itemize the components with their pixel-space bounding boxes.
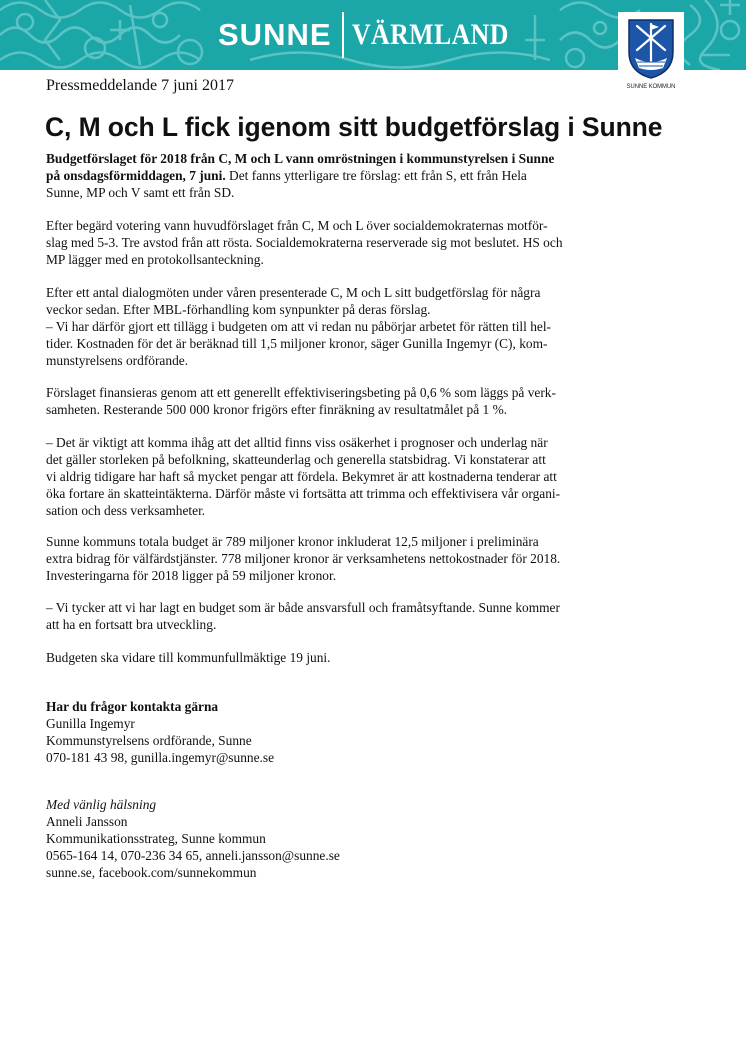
contact-phone-email: 070-181 43 98, gunilla.ingemyr@sunne.se bbox=[46, 750, 275, 765]
paragraph-financing bbox=[46, 384, 556, 418]
contact-block bbox=[46, 698, 274, 766]
signature-name: Anneli Jansson bbox=[46, 814, 128, 829]
text-line: Budgeten ska vidare till kommunfullmäktige 19 juni. bbox=[46, 650, 331, 665]
text-line: – Vi har därför gjort ett tillägg i budgeten om att vi redan nu påbörjar arbetet för rätten till hel- bbox=[46, 319, 552, 334]
text-line: att ha en fortsatt bra utveckling. bbox=[46, 617, 217, 632]
coat-of-arms-icon bbox=[627, 18, 675, 80]
text-line: det gäller storleken på befolkning, skatteunderlag och generella statsbidrag. Vi konstaterar att bbox=[46, 452, 546, 467]
paragraph-closing-quote bbox=[46, 599, 560, 633]
text-line: MP lägger med en protokollsanteckning. bbox=[46, 252, 264, 267]
signature-greeting: Med vänlig hälsning bbox=[46, 797, 157, 812]
text-line: Efter ett antal dialogmöten under våren presenterade C, M och L sitt budgetförslag för några bbox=[46, 285, 541, 300]
paragraph-next-step bbox=[46, 649, 331, 666]
municipal-crest bbox=[618, 12, 684, 96]
text-line: Efter begärd votering vann huvudförslaget från C, M och L över socialdemokraternas motför- bbox=[46, 218, 548, 233]
page-title: C, M och L fick igenom sitt budgetförslag i Sunne bbox=[45, 112, 663, 142]
paragraph-dialogue bbox=[46, 284, 551, 369]
paragraph-vote bbox=[46, 217, 563, 268]
brand-logo bbox=[218, 10, 534, 60]
contact-heading: Har du frågor kontakta gärna bbox=[46, 699, 219, 714]
text-line: öka fortare än skatteintäkterna. Därför måste vi fortsätta att trimma och effektivisera vår organi- bbox=[46, 486, 561, 501]
signature-phone-email: 0565-164 14, 070-236 34 65, anneli.jansson@sunne.se bbox=[46, 848, 340, 863]
text-line: tider. Kostnaden för det är beräknad till 1,5 miljoner kronor, säger Gunilla Ingemyr (C), kom- bbox=[46, 336, 548, 351]
contact-name: Gunilla Ingemyr bbox=[46, 716, 135, 731]
text-line: Investeringarna för 2018 ligger på 59 miljoner kronor. bbox=[46, 568, 337, 583]
text-line: – Det är viktigt att komma ihåg att det alltid finns viss osäkerhet i prognoser och underlag när bbox=[46, 435, 548, 450]
intro-lead-line: på onsdagsförmiddagen, 7 juni. bbox=[46, 168, 226, 183]
crest-caption: SUNNE KOMMUN bbox=[626, 83, 676, 90]
intro-text: Det fanns ytterligare tre förslag: ett från S, ett från Hela bbox=[225, 168, 527, 183]
signature-block bbox=[46, 796, 340, 881]
brand-varmland: VÄRMLAND bbox=[351, 18, 509, 51]
text-line: Förslaget finansieras genom att ett generellt effektiviseringsbeting på 0,6 % som läggs på verk- bbox=[46, 385, 556, 400]
brand-divider bbox=[342, 12, 344, 58]
signature-web: sunne.se, facebook.com/sunnekommun bbox=[46, 865, 257, 880]
dateline: Pressmeddelande 7 juni 2017 bbox=[46, 77, 234, 94]
brand-sunne: SUNNE bbox=[218, 17, 332, 52]
text-line: Sunne kommuns totala budget är 789 miljoner kronor inkluderat 12,5 miljoner i preliminära bbox=[46, 534, 539, 549]
intro-text-line: Sunne, MP och V samt ett från SD. bbox=[46, 185, 235, 200]
intro-lead-line: Budgetförslaget för 2018 från C, M och L vann omröstningen i kommunstyrelsen i Sunne bbox=[46, 151, 555, 166]
intro-paragraph bbox=[46, 150, 554, 201]
signature-role: Kommunikationsstrateg, Sunne kommun bbox=[46, 831, 266, 846]
text-line: munstyrelsens ordförande. bbox=[46, 353, 189, 368]
text-line: slag med 5-3. Tre avstod från att rösta. Socialdemokraterna reserverade sig mot beslutet. HS och bbox=[46, 235, 563, 250]
contact-role: Kommunstyrelsens ordförande, Sunne bbox=[46, 733, 252, 748]
text-line: vi aldrig tidigare har haft så mycket pengar att fördela. Bekymret är att kostnaderna tenderar att bbox=[46, 469, 557, 484]
text-line: samheten. Resterande 500 000 kronor frigörs efter finräkning av resultatmålet på 1 %. bbox=[46, 402, 508, 417]
paragraph-budget-total bbox=[46, 533, 560, 584]
paragraph-quote bbox=[46, 434, 560, 519]
text-line: – Vi tycker att vi har lagt en budget som är både ansvarsfull och framåtsyftande. Sunne kommer bbox=[46, 600, 560, 615]
text-line: extra bidrag för välfärdstjänster. 778 miljoner kronor är verksamhetens nettokostnader för 2018. bbox=[46, 551, 561, 566]
text-line: veckor sedan. Efter MBL-förhandling kom synpunkter på deras förslag. bbox=[46, 302, 431, 317]
text-line: sation och dess verksamheter. bbox=[46, 503, 206, 518]
